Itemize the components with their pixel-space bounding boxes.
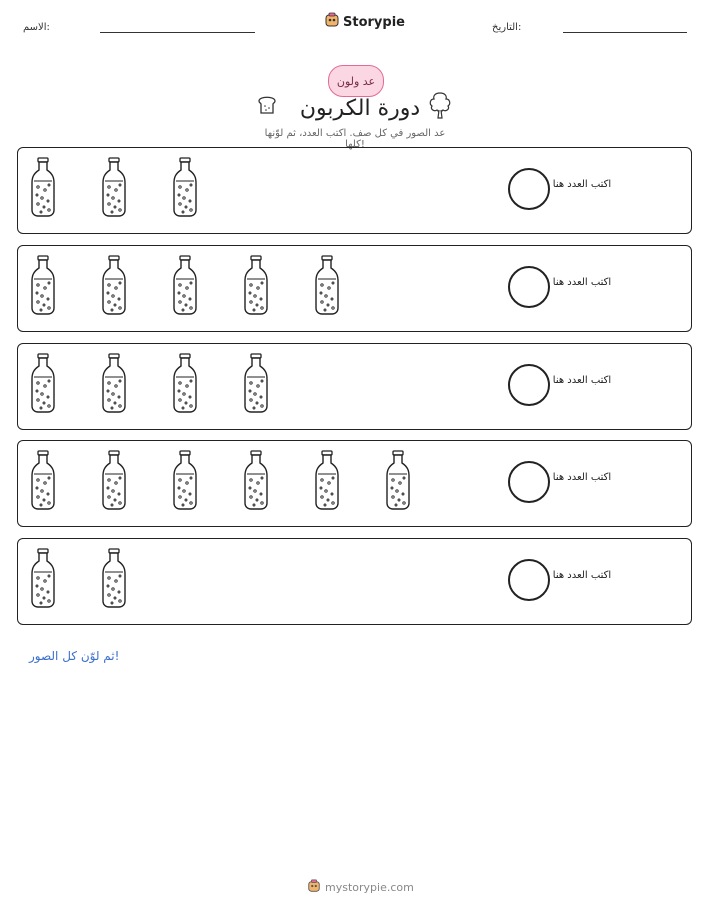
answer-circle[interactable] bbox=[508, 559, 550, 601]
bottle-icon bbox=[241, 450, 271, 510]
date-line[interactable] bbox=[563, 32, 687, 33]
bottle-icon bbox=[170, 353, 200, 413]
answer-circle[interactable] bbox=[508, 461, 550, 503]
answer-circle[interactable] bbox=[508, 266, 550, 308]
bottle-icon bbox=[99, 353, 129, 413]
answer-circle[interactable] bbox=[508, 364, 550, 406]
write-number-label: اكتب العدد هنا bbox=[552, 277, 612, 288]
bottle-icon bbox=[383, 450, 413, 510]
write-number-label: اكتب العدد هنا bbox=[552, 570, 612, 581]
count-row-5 bbox=[17, 538, 692, 625]
brand-logo bbox=[324, 12, 405, 32]
bottle-icon bbox=[170, 157, 200, 217]
storypie-logo-icon bbox=[307, 879, 321, 896]
count-row-1 bbox=[17, 147, 692, 234]
bottle-icon bbox=[28, 450, 58, 510]
write-number-label: اكتب العدد هنا bbox=[552, 375, 612, 386]
answer-circle[interactable] bbox=[508, 168, 550, 210]
bottle-icon bbox=[28, 548, 58, 608]
write-number-label: اكتب العدد هنا bbox=[552, 179, 612, 190]
date-label: التاريخ: bbox=[492, 22, 522, 33]
bottle-icon bbox=[170, 450, 200, 510]
bottle-icon bbox=[99, 548, 129, 608]
bottle-icon bbox=[312, 255, 342, 315]
name-label: الاسم: bbox=[23, 22, 50, 33]
bottle-icon bbox=[99, 450, 129, 510]
footer-url: mystorypie.com bbox=[325, 881, 414, 894]
count-row-2 bbox=[17, 245, 692, 332]
bottle-icon bbox=[28, 353, 58, 413]
storypie-logo-icon bbox=[324, 12, 340, 32]
write-number-label: اكتب العدد هنا bbox=[552, 472, 612, 483]
bottle-icon bbox=[241, 353, 271, 413]
bottle-icon bbox=[99, 255, 129, 315]
bread-icon bbox=[255, 92, 279, 120]
count-row-3 bbox=[17, 343, 692, 430]
brand-name: Storypie bbox=[343, 14, 405, 30]
bottle-icon bbox=[99, 157, 129, 217]
bottle-icon bbox=[28, 157, 58, 217]
count-row-4 bbox=[17, 440, 692, 527]
color-note: ثم لوّن كل الصور! bbox=[29, 649, 120, 663]
bottle-icon bbox=[170, 255, 200, 315]
page-title: دورة الكربون bbox=[299, 96, 421, 121]
bottle-icon bbox=[241, 255, 271, 315]
activity-badge: عد ولون bbox=[328, 65, 384, 97]
tree-icon bbox=[427, 90, 453, 124]
bottle-icon bbox=[28, 255, 58, 315]
bottle-icon bbox=[312, 450, 342, 510]
footer bbox=[307, 879, 414, 896]
name-line[interactable] bbox=[100, 32, 255, 33]
instructions: عد الصور في كل صف. اكتب العدد، ثم لوّنها كلها! bbox=[264, 128, 446, 150]
